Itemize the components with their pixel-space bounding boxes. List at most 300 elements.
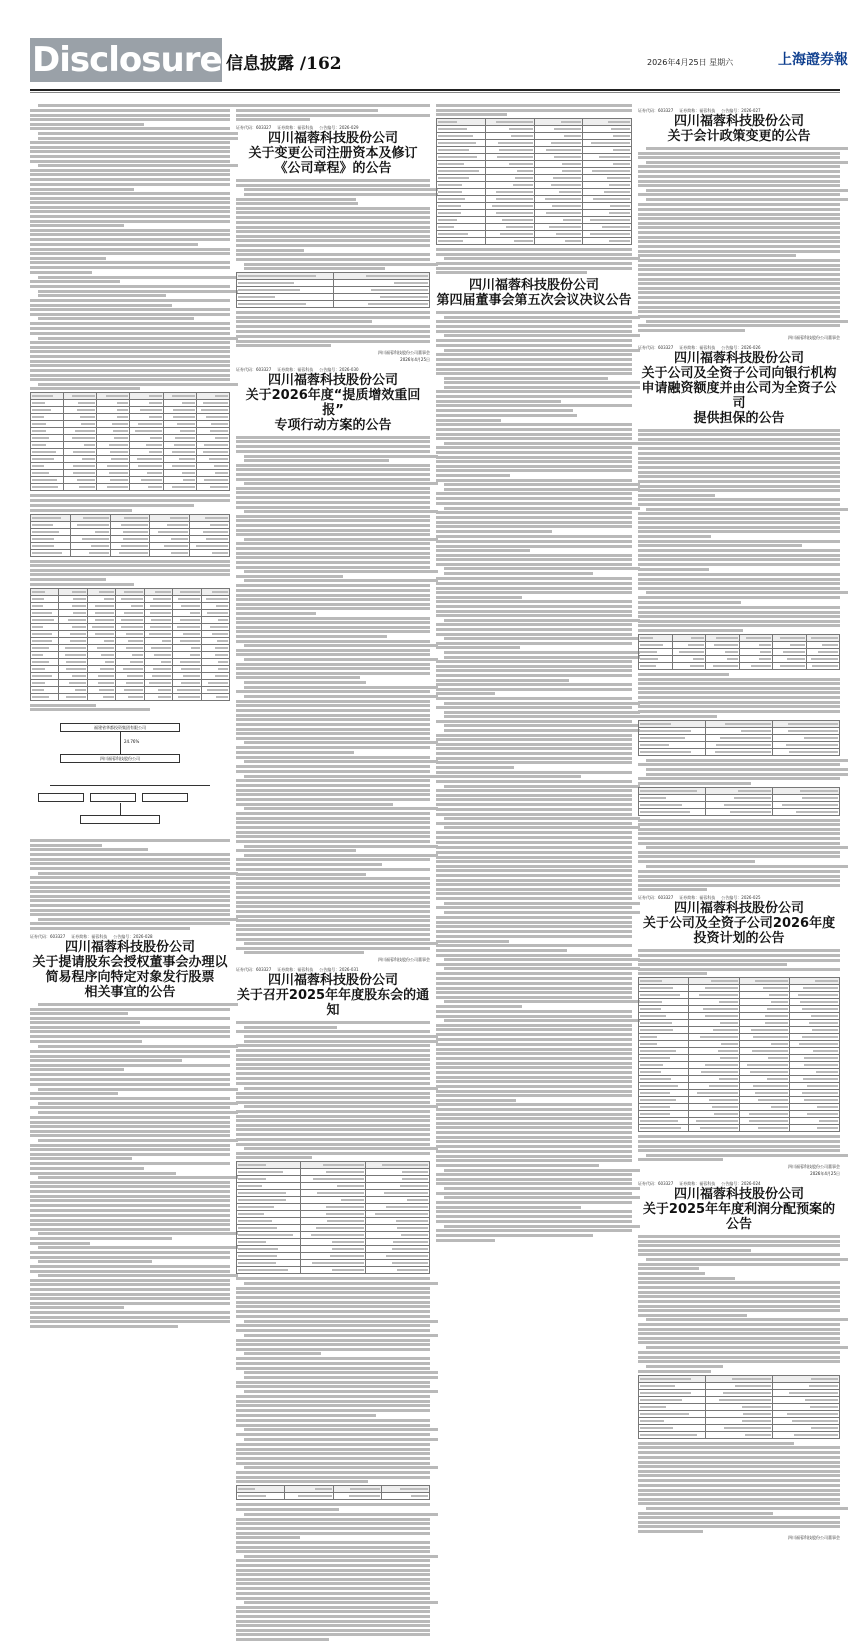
table-row bbox=[31, 658, 230, 665]
text-line bbox=[236, 1082, 430, 1085]
table-row bbox=[31, 435, 230, 442]
text-line bbox=[30, 1270, 230, 1273]
table-cell bbox=[706, 662, 740, 669]
table-cell bbox=[789, 978, 839, 985]
text-line bbox=[638, 226, 840, 229]
text-line bbox=[236, 519, 430, 522]
text-line bbox=[236, 1324, 430, 1327]
table-row bbox=[31, 637, 230, 644]
text-line bbox=[30, 927, 190, 930]
text-line bbox=[638, 870, 840, 873]
text-line bbox=[244, 482, 438, 485]
text-line bbox=[436, 813, 632, 816]
text-line bbox=[436, 605, 632, 608]
notice-invest bbox=[638, 895, 840, 946]
text-line bbox=[30, 848, 148, 851]
table-cell bbox=[806, 641, 840, 648]
table-row bbox=[31, 442, 230, 449]
text-line bbox=[236, 1063, 430, 1066]
notice-title: 关于公司及全资子公司向银行机构 bbox=[641, 365, 837, 381]
text-line bbox=[444, 958, 640, 961]
text-line bbox=[30, 192, 230, 195]
table-cell bbox=[116, 637, 144, 644]
table-row bbox=[639, 1048, 840, 1055]
table-row bbox=[31, 400, 230, 407]
table-cell bbox=[144, 651, 172, 658]
table-cell bbox=[237, 1253, 301, 1260]
notice-title: 关于会计政策变更的公告 bbox=[667, 129, 811, 144]
table-cell bbox=[639, 1410, 706, 1417]
table-row bbox=[639, 1382, 840, 1389]
text-line bbox=[638, 291, 840, 294]
table-cell bbox=[59, 616, 87, 623]
text-line bbox=[638, 471, 840, 474]
table-cell bbox=[130, 463, 163, 470]
text-line bbox=[244, 658, 438, 661]
text-line bbox=[236, 118, 310, 121]
table-cell bbox=[365, 1169, 429, 1176]
table-cell bbox=[534, 217, 583, 224]
text-line bbox=[30, 1083, 230, 1086]
table-cell bbox=[163, 421, 196, 428]
text-line bbox=[236, 1518, 430, 1521]
notice-meta: 证券代码：603327 证券简称：福蓉科技 公告编号：2026-028 bbox=[30, 933, 153, 939]
text-line bbox=[444, 785, 640, 788]
table-cell bbox=[59, 644, 87, 651]
company-name: 四川福蓉科技股份公司 bbox=[267, 372, 398, 388]
notice-title: 关于2026年度“提质增效重回报” bbox=[245, 387, 421, 418]
text-line bbox=[638, 879, 840, 882]
text-line bbox=[236, 1615, 430, 1618]
text-line bbox=[38, 1232, 238, 1235]
table-cell bbox=[237, 287, 334, 294]
text-line bbox=[638, 457, 840, 460]
body-text bbox=[236, 1021, 430, 1159]
body-text bbox=[236, 104, 430, 121]
table-cell bbox=[789, 999, 839, 1006]
table-cell bbox=[150, 521, 190, 528]
text-line bbox=[236, 1339, 430, 1342]
text-line bbox=[444, 967, 640, 970]
financial-table bbox=[30, 514, 230, 557]
table-row bbox=[639, 634, 840, 641]
table-cell bbox=[301, 1197, 365, 1204]
table-cell bbox=[789, 1041, 839, 1048]
table-cell bbox=[31, 637, 59, 644]
text-line bbox=[236, 779, 430, 782]
text-line bbox=[236, 487, 430, 490]
text-line bbox=[236, 667, 430, 670]
text-line bbox=[436, 1005, 522, 1008]
text-line bbox=[638, 888, 707, 891]
table-cell bbox=[437, 224, 486, 231]
text-line bbox=[638, 452, 840, 455]
table-row bbox=[639, 1083, 840, 1090]
table-row bbox=[639, 1013, 840, 1020]
table-row bbox=[31, 679, 230, 686]
text-line bbox=[236, 617, 430, 620]
text-line bbox=[30, 280, 120, 283]
text-line bbox=[638, 558, 840, 561]
table-cell bbox=[706, 748, 773, 755]
text-line bbox=[436, 1229, 632, 1232]
table-row bbox=[639, 1111, 840, 1118]
text-line bbox=[30, 1199, 230, 1202]
table-cell bbox=[97, 435, 130, 442]
controller-box: 福建省华都投资集团有限公司 bbox=[60, 723, 180, 732]
table-cell bbox=[365, 1246, 429, 1253]
table-row bbox=[639, 1097, 840, 1104]
table-cell bbox=[739, 641, 773, 648]
table-row bbox=[437, 147, 632, 154]
body-text bbox=[30, 104, 230, 390]
table-cell bbox=[639, 794, 706, 801]
text-line bbox=[30, 708, 150, 711]
table-cell bbox=[110, 528, 150, 535]
table-cell bbox=[739, 1090, 789, 1097]
text-line bbox=[638, 245, 840, 248]
notice-meta: 证券代码：603327 证券简称：福蓉科技 公告编号：2026-030 bbox=[236, 366, 359, 372]
text-line bbox=[638, 582, 840, 585]
table-cell bbox=[144, 630, 172, 637]
table-cell bbox=[639, 1041, 689, 1048]
text-line bbox=[638, 884, 840, 887]
table-cell bbox=[773, 801, 840, 808]
table-cell bbox=[437, 119, 486, 126]
table-row bbox=[639, 1417, 840, 1424]
masthead bbox=[30, 38, 848, 88]
text-line bbox=[30, 1209, 230, 1212]
table-cell bbox=[583, 168, 632, 175]
table-row bbox=[639, 1090, 840, 1097]
masthead-rule-thin bbox=[30, 92, 840, 93]
text-line bbox=[236, 1296, 430, 1299]
text-line bbox=[638, 1249, 751, 1252]
table-row bbox=[237, 1176, 430, 1183]
table-row bbox=[639, 1389, 840, 1396]
table-cell bbox=[173, 637, 201, 644]
table-cell bbox=[59, 686, 87, 693]
text-line bbox=[436, 720, 632, 723]
table-cell bbox=[31, 549, 71, 556]
table-cell bbox=[639, 727, 706, 734]
text-line bbox=[236, 501, 430, 504]
table-cell bbox=[689, 1062, 739, 1069]
text-line bbox=[236, 335, 430, 338]
text-line bbox=[436, 409, 573, 412]
text-line bbox=[436, 996, 632, 999]
text-line bbox=[436, 474, 510, 477]
table-row bbox=[437, 231, 632, 238]
table-cell bbox=[163, 456, 196, 463]
text-line bbox=[638, 301, 840, 304]
text-line bbox=[436, 665, 632, 668]
table-row bbox=[31, 609, 230, 616]
table-row bbox=[437, 140, 632, 147]
table-cell bbox=[130, 393, 163, 400]
table-cell bbox=[201, 693, 229, 700]
text-line bbox=[444, 1019, 640, 1022]
text-line bbox=[638, 629, 743, 632]
text-line bbox=[638, 691, 840, 694]
table-cell bbox=[583, 154, 632, 161]
table-cell bbox=[237, 294, 334, 301]
text-line bbox=[30, 322, 230, 325]
text-line bbox=[638, 1484, 840, 1487]
text-line bbox=[38, 132, 238, 135]
table-cell bbox=[365, 1225, 429, 1232]
table-cell bbox=[130, 421, 163, 428]
table-cell bbox=[31, 435, 64, 442]
text-line bbox=[236, 896, 430, 899]
text-line bbox=[38, 1176, 238, 1179]
text-line bbox=[436, 836, 632, 839]
text-line bbox=[444, 911, 640, 914]
text-line bbox=[638, 461, 840, 464]
table-cell bbox=[789, 1055, 839, 1062]
text-line bbox=[436, 794, 632, 797]
table-cell bbox=[31, 456, 64, 463]
text-line bbox=[236, 803, 393, 806]
table-cell bbox=[201, 665, 229, 672]
table-cell bbox=[130, 428, 163, 435]
chart-box bbox=[38, 793, 84, 802]
table-cell bbox=[173, 595, 201, 602]
text-line bbox=[244, 1087, 438, 1090]
table-cell bbox=[689, 1097, 739, 1104]
text-line bbox=[236, 1291, 430, 1294]
text-line bbox=[638, 1498, 840, 1501]
chart-line bbox=[120, 732, 121, 754]
text-line bbox=[30, 118, 230, 121]
table-row bbox=[31, 484, 230, 491]
text-line bbox=[244, 1390, 438, 1393]
text-line bbox=[30, 904, 230, 907]
text-line bbox=[236, 330, 430, 333]
text-line bbox=[638, 1158, 723, 1161]
table-cell bbox=[110, 514, 150, 521]
table-cell bbox=[583, 231, 632, 238]
body-text bbox=[638, 429, 840, 632]
text-line bbox=[638, 544, 802, 547]
table-cell bbox=[144, 693, 172, 700]
table-cell bbox=[534, 119, 583, 126]
table-row bbox=[639, 1410, 840, 1417]
table-cell bbox=[31, 665, 59, 672]
table-cell bbox=[237, 1211, 301, 1218]
table-cell bbox=[365, 1183, 429, 1190]
text-line bbox=[30, 1288, 230, 1291]
text-line bbox=[30, 1073, 230, 1076]
table-cell bbox=[31, 463, 64, 470]
table-cell bbox=[534, 224, 583, 231]
notice-capital bbox=[236, 125, 430, 176]
text-line bbox=[30, 862, 230, 865]
table-row bbox=[437, 154, 632, 161]
table-cell bbox=[116, 693, 144, 700]
table-cell bbox=[237, 1190, 301, 1197]
table-cell bbox=[789, 1062, 839, 1069]
table-cell bbox=[689, 1118, 739, 1125]
table-cell bbox=[64, 470, 97, 477]
text-line bbox=[30, 1228, 230, 1231]
table-cell bbox=[87, 665, 115, 672]
text-line bbox=[436, 549, 530, 552]
text-line bbox=[30, 564, 230, 567]
table-cell bbox=[190, 528, 230, 535]
table-cell bbox=[97, 407, 130, 414]
table-cell bbox=[190, 521, 230, 528]
text-line bbox=[236, 784, 430, 787]
text-line bbox=[244, 1371, 438, 1374]
text-line bbox=[244, 263, 438, 266]
table-cell bbox=[173, 623, 201, 630]
table-cell bbox=[689, 1083, 739, 1090]
text-line bbox=[436, 935, 632, 938]
text-line bbox=[436, 535, 632, 538]
section-banner: Disclosure bbox=[32, 40, 222, 80]
table-cell bbox=[739, 648, 773, 655]
table-row bbox=[639, 978, 840, 985]
table-cell bbox=[59, 672, 87, 679]
text-line bbox=[444, 1196, 640, 1199]
table-cell bbox=[583, 189, 632, 196]
table-cell bbox=[773, 1410, 840, 1417]
table-cell bbox=[116, 588, 144, 595]
text-line bbox=[236, 1096, 430, 1099]
table-cell bbox=[64, 407, 97, 414]
text-line bbox=[638, 287, 840, 290]
table-cell bbox=[381, 1493, 429, 1500]
text-line bbox=[236, 928, 430, 931]
table-row bbox=[31, 470, 230, 477]
table-cell bbox=[706, 1389, 773, 1396]
text-line bbox=[646, 320, 848, 323]
text-line bbox=[236, 1301, 430, 1304]
table-cell bbox=[485, 217, 534, 224]
text-line bbox=[30, 1144, 230, 1147]
table-cell bbox=[64, 477, 97, 484]
text-line bbox=[638, 611, 840, 614]
text-line bbox=[436, 363, 632, 366]
text-line bbox=[236, 547, 430, 550]
table-cell bbox=[789, 1069, 839, 1076]
text-line bbox=[638, 1272, 705, 1275]
table-cell bbox=[163, 463, 196, 470]
notice-meta: 证券代码：603327 证券简称：福蓉科技 公告编号：2026-029 bbox=[236, 125, 359, 131]
text-line bbox=[638, 494, 715, 497]
table-cell bbox=[97, 477, 130, 484]
text-line bbox=[30, 1302, 230, 1305]
table-cell bbox=[237, 1197, 301, 1204]
text-line bbox=[436, 628, 632, 631]
text-line bbox=[236, 1133, 430, 1136]
text-line bbox=[236, 1629, 430, 1632]
table-cell bbox=[689, 1069, 739, 1076]
table-cell bbox=[706, 634, 740, 641]
text-line bbox=[638, 489, 840, 492]
table-cell bbox=[237, 1176, 301, 1183]
table-cell bbox=[97, 484, 130, 491]
table-cell bbox=[201, 679, 229, 686]
text-line bbox=[236, 1367, 430, 1370]
table-cell bbox=[301, 1183, 365, 1190]
text-line bbox=[30, 210, 230, 213]
text-line bbox=[30, 890, 230, 893]
text-line bbox=[444, 817, 640, 820]
table-cell bbox=[70, 549, 110, 556]
table-cell bbox=[116, 672, 144, 679]
table-cell bbox=[706, 1375, 773, 1382]
table-cell bbox=[773, 634, 807, 641]
text-line bbox=[38, 1102, 238, 1105]
text-line bbox=[436, 954, 632, 957]
table-cell bbox=[806, 655, 840, 662]
text-line bbox=[436, 1052, 632, 1055]
text-line bbox=[30, 922, 230, 925]
text-line bbox=[436, 1140, 632, 1143]
table-cell bbox=[31, 535, 71, 542]
table-cell bbox=[173, 679, 201, 686]
text-line bbox=[236, 1381, 430, 1384]
table-cell bbox=[201, 644, 229, 651]
table-cell bbox=[237, 1246, 301, 1253]
table-row bbox=[237, 1197, 430, 1204]
text-line bbox=[244, 775, 438, 778]
text-line bbox=[244, 845, 438, 848]
table-cell bbox=[773, 727, 840, 734]
text-line bbox=[436, 1038, 632, 1041]
text-line bbox=[38, 1088, 238, 1091]
text-line bbox=[436, 492, 632, 495]
text-line bbox=[638, 442, 840, 445]
text-line bbox=[30, 1316, 230, 1319]
table-cell bbox=[706, 1431, 773, 1438]
text-line bbox=[30, 1181, 230, 1184]
table-row bbox=[237, 1218, 430, 1225]
table-cell bbox=[485, 210, 534, 217]
table-cell bbox=[301, 1260, 365, 1267]
table-cell bbox=[97, 456, 130, 463]
table-cell bbox=[639, 1013, 689, 1020]
table-cell bbox=[130, 484, 163, 491]
table-cell bbox=[739, 1125, 789, 1132]
table-row bbox=[31, 644, 230, 651]
table-row bbox=[237, 1190, 430, 1197]
chart-line bbox=[50, 785, 210, 786]
text-line bbox=[236, 1115, 430, 1118]
text-line bbox=[30, 1256, 230, 1259]
text-line bbox=[30, 583, 134, 586]
text-line bbox=[638, 1314, 747, 1317]
text-line bbox=[236, 756, 430, 759]
text-line bbox=[30, 1059, 182, 1062]
table-cell bbox=[365, 1260, 429, 1267]
table-cell bbox=[534, 231, 583, 238]
table-cell bbox=[31, 623, 59, 630]
table-cell bbox=[706, 741, 773, 748]
table-cell bbox=[130, 477, 163, 484]
table-cell bbox=[116, 644, 144, 651]
table-cell bbox=[789, 1013, 839, 1020]
text-line bbox=[30, 257, 106, 260]
text-line bbox=[638, 1240, 840, 1243]
table-cell bbox=[773, 1431, 840, 1438]
text-line bbox=[638, 217, 840, 220]
text-line bbox=[30, 127, 230, 130]
table-cell bbox=[639, 1389, 706, 1396]
text-line bbox=[436, 856, 632, 859]
